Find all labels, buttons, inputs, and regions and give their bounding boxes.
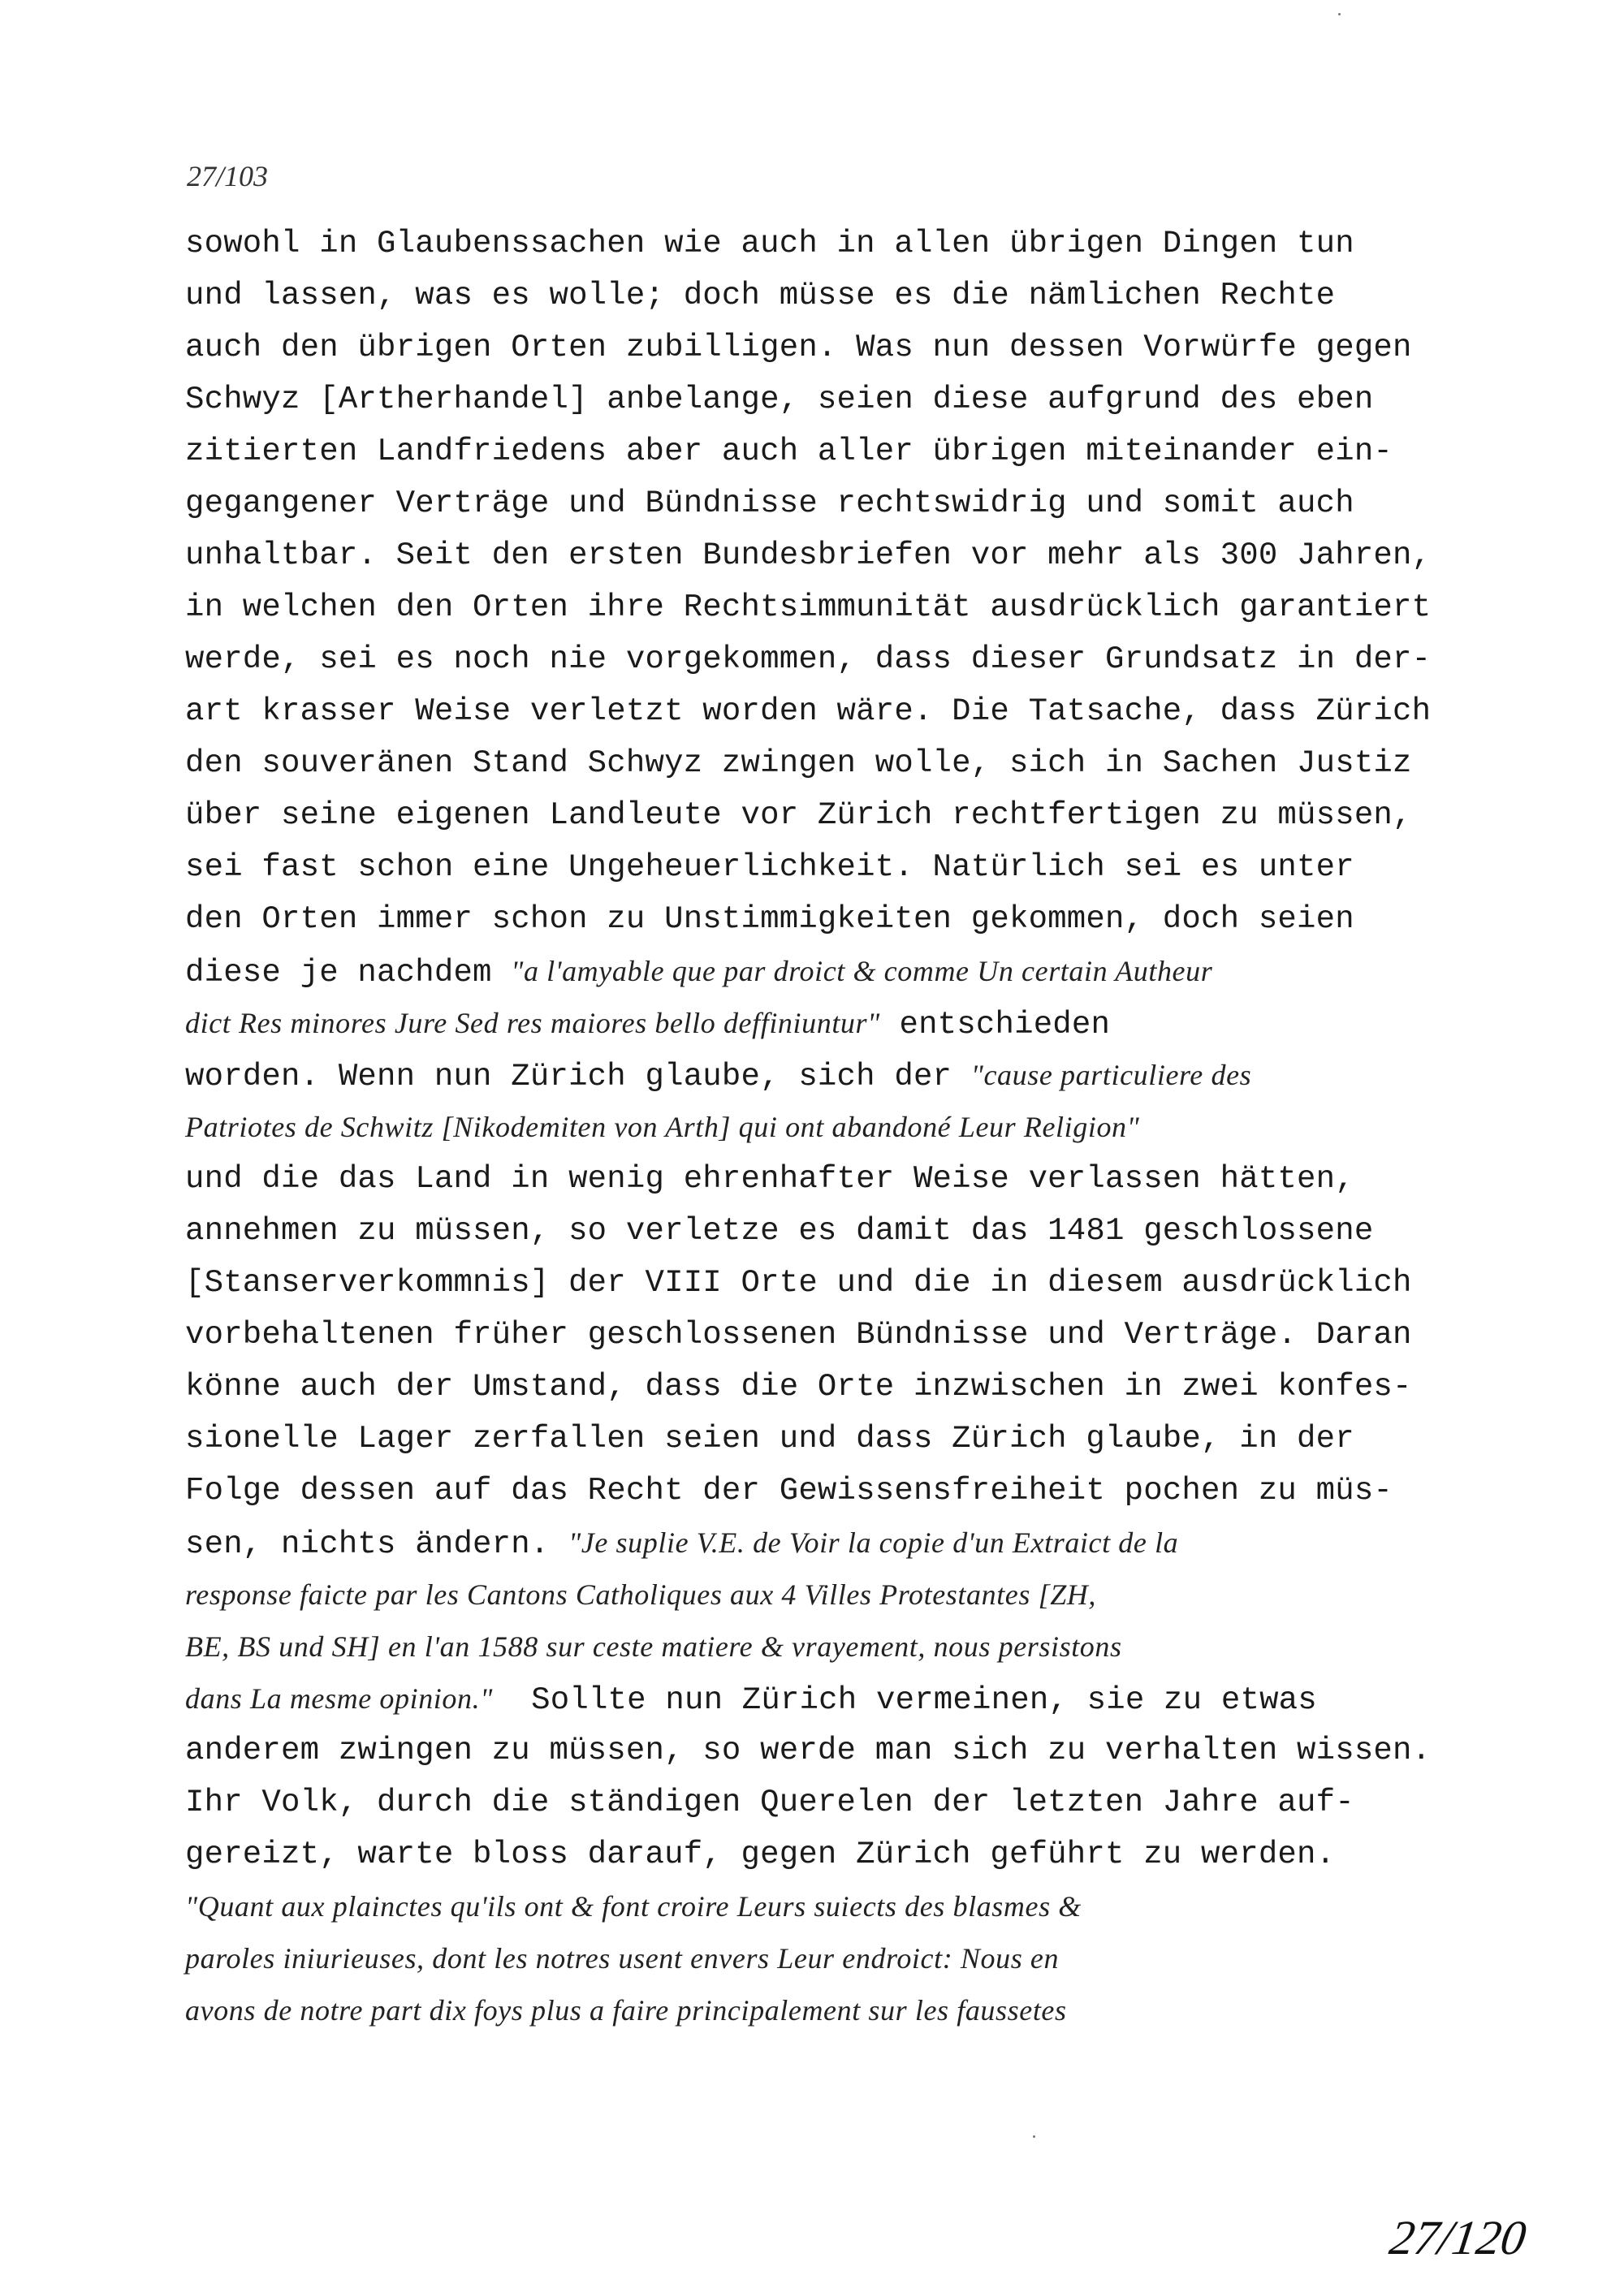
quoted-source-text: avons de notre part dix foys plus a faire principalement sur les faussetes	[185, 1994, 1067, 2027]
text-line	[185, 1309, 1484, 1361]
body-text: worden. Wenn nun Zürich glaube, sich der	[185, 1059, 971, 1094]
text-line	[185, 529, 1484, 581]
body-text: Folge dessen auf das Recht der Gewissensfreiheit pochen zu müs-	[185, 1473, 1393, 1509]
body-text: entschieden	[879, 1007, 1111, 1043]
text-line	[185, 789, 1484, 841]
quoted-source-text: BE, BS und SH] en l'an 1588 sur ceste matiere & vrayement, nous persistons	[185, 1630, 1122, 1663]
body-text: den Orten immer schon zu Unstimmigkeiten gekommen, doch seien	[185, 901, 1354, 937]
quoted-source-text: "cause particuliere des	[970, 1059, 1252, 1091]
body-text: in welchen den Orten ihre Rechtsimmunität ausdrücklich garantiert	[185, 589, 1432, 625]
text-line	[185, 1880, 1484, 1932]
body-text: über seine eigenen Landleute vor Zürich rechtfertigen zu müssen,	[185, 797, 1412, 833]
text-line	[185, 1725, 1484, 1776]
text-line	[185, 1361, 1484, 1413]
body-text: und die das Land in wenig ehrenhafter Weise verlassen hätten,	[185, 1161, 1354, 1197]
body-text: werde, sei es noch nie vorgekommen, dass dieser Grundsatz in der-	[185, 641, 1432, 677]
body-text: [Stanserverkommnis] der VIII Orte und die in diesem ausdrücklich	[185, 1265, 1412, 1301]
body-text: sowohl in Glaubenssachen wie auch in allen übrigen Dingen tun	[185, 226, 1354, 261]
scan-speck	[1338, 13, 1341, 15]
body-text: auch den übrigen Orten zubilligen. Was nun dessen Vorwürfe gegen	[185, 330, 1412, 365]
page-reference: 27/103	[187, 160, 269, 192]
body-text: sei fast schon eine Ungeheuerlichkeit. Natürlich sei es unter	[185, 849, 1354, 885]
quoted-source-text: dict Res minores Jure Sed res maiores bello deffiniuntur"	[185, 1007, 880, 1039]
text-line	[185, 1932, 1484, 1984]
body-text: Ihr Volk, durch die ständigen Querelen der letzten Jahre auf-	[185, 1785, 1354, 1820]
body-text: anderem zwingen zu müssen, so werde man sich zu verhalten wissen.	[185, 1733, 1432, 1768]
body-text: den souveränen Stand Schwyz zwingen wolle, sich in Sachen Justiz	[185, 745, 1412, 781]
quoted-source-text: "Quant aux plainctes qu'ils ont & font croire Leurs suiects des blasmes &	[185, 1890, 1082, 1923]
body-text: art krasser Weise verletzt worden wäre. Die Tatsache, dass Zürich	[185, 693, 1432, 729]
quoted-source-text: response faicte par les Cantons Catholiques aux 4 Villes Protestantes [ZH,	[185, 1578, 1097, 1611]
text-line	[185, 373, 1484, 425]
text-line	[185, 270, 1484, 322]
text-line	[185, 1257, 1484, 1309]
text-line	[185, 1673, 1484, 1725]
text-line	[185, 1569, 1484, 1621]
text-line	[185, 1205, 1484, 1257]
quoted-source-text: dans La mesme opinion."	[185, 1682, 493, 1715]
text-line	[185, 1049, 1484, 1101]
text-line	[185, 841, 1484, 893]
text-line	[185, 425, 1484, 477]
text-line	[185, 685, 1484, 737]
body-text: sen, nichts ändern.	[185, 1526, 569, 1562]
text-line	[185, 633, 1484, 685]
body-text: und lassen, was es wolle; doch müsse es die nämlichen Rechte	[185, 278, 1336, 313]
body-text: zitierten Landfriedens aber auch aller übrigen miteinander ein-	[185, 434, 1393, 469]
text-line	[185, 1465, 1484, 1517]
body-text: sionelle Lager zerfallen seien und dass Zürich glaube, in der	[185, 1421, 1354, 1457]
body-text: Schwyz [Artherhandel] anbelange, seien diese aufgrund des eben	[185, 382, 1374, 417]
text-line	[185, 945, 1484, 997]
body-text: unhaltbar. Seit den ersten Bundesbriefen vor mehr als 300 Jahren,	[185, 537, 1432, 573]
body-text: vorbehaltenen früher geschlossenen Bündnisse und Verträge. Daran	[185, 1317, 1412, 1353]
text-line	[185, 322, 1484, 373]
quoted-source-text: paroles iniurieuses, dont les notres usent envers Leur endroict: Nous en	[185, 1942, 1060, 1975]
body-text: gereizt, warte bloss darauf, gegen Zürich geführt zu werden.	[185, 1837, 1336, 1872]
text-line	[185, 477, 1484, 529]
scan-speck	[1033, 2135, 1035, 2138]
text-line	[185, 997, 1484, 1049]
text-line	[185, 1101, 1484, 1153]
text-line	[185, 218, 1484, 270]
text-line	[185, 1413, 1484, 1465]
text-line	[185, 1153, 1484, 1205]
body-text: Sollte nun Zürich vermeinen, sie zu etwas	[492, 1682, 1317, 1718]
text-line	[185, 1621, 1484, 1673]
text-line	[185, 1828, 1484, 1880]
handwritten-page-number: 27/120	[1386, 2211, 1530, 2264]
text-line	[185, 1776, 1484, 1828]
text-line	[185, 737, 1484, 789]
text-line	[185, 893, 1484, 945]
quoted-source-text: "Je suplie V.E. de Voir la copie d'un Extraict de la	[568, 1526, 1179, 1559]
text-line	[185, 1984, 1484, 2036]
body-text: diese je nachdem	[185, 955, 512, 991]
text-line	[185, 1517, 1484, 1569]
document-body	[185, 218, 1484, 2036]
text-line	[185, 581, 1484, 633]
body-text: könne auch der Umstand, dass die Orte inzwischen in zwei konfes-	[185, 1369, 1412, 1405]
quoted-source-text: "a l'amyable que par droict & comme Un certain Autheur	[511, 955, 1213, 987]
body-text: gegangener Verträge und Bündnisse rechtswidrig und somit auch	[185, 486, 1354, 521]
quoted-source-text: Patriotes de Schwitz [Nikodemiten von Arth] qui ont abandoné Leur Religion"	[185, 1111, 1140, 1143]
body-text: annehmen zu müssen, so verletze es damit das 1481 geschlossene	[185, 1213, 1374, 1249]
